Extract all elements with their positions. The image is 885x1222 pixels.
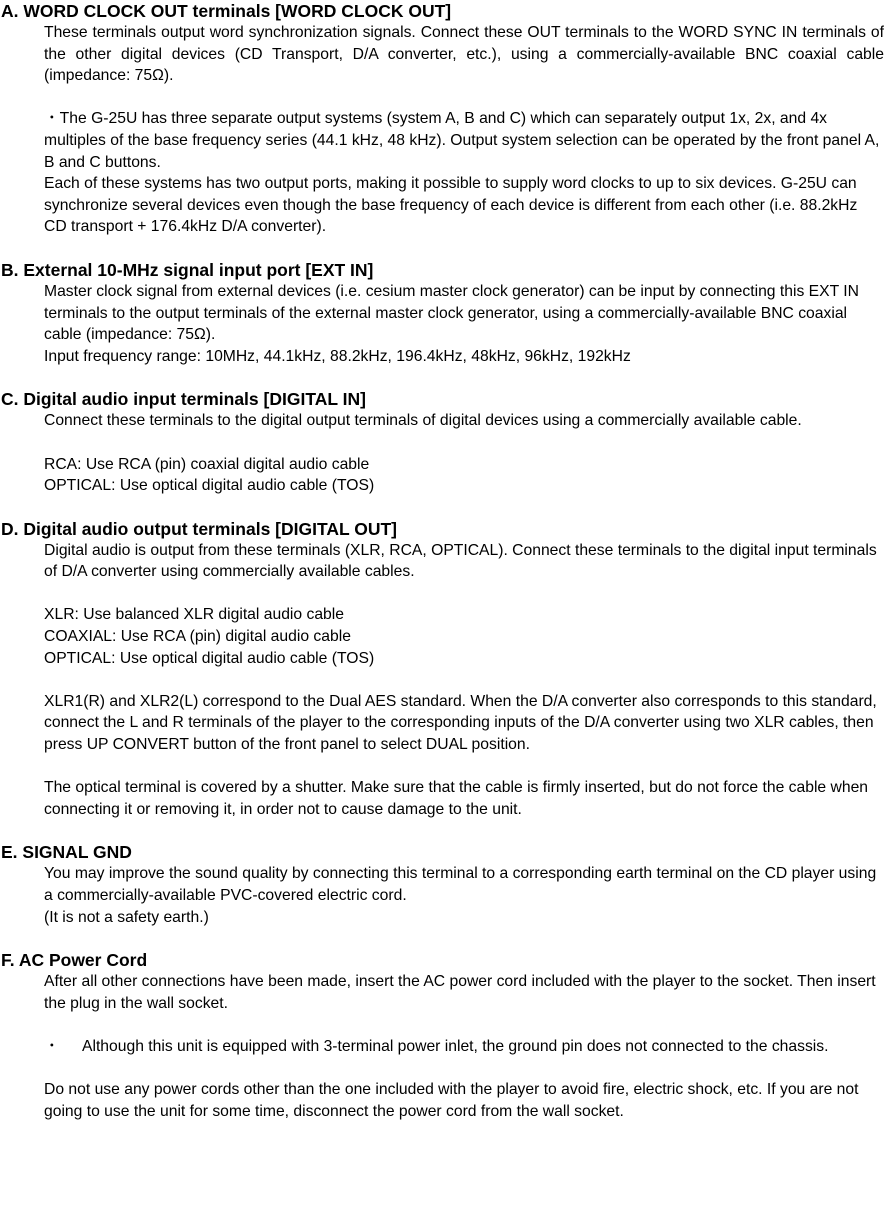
section-a-output-systems: ・The G-25U has three separate output systems (system A, B and C) which can separately output 1x, 2x, and 4x multiples of the base frequency series (44.1 kHz, 48 kHz). Output system selection can be operated by the front panel A, B and C buttons. — [44, 110, 880, 171]
section-d-optical: OPTICAL: Use optical digital audio cable (TOS) — [44, 649, 375, 667]
section-word-clock-out — [0, 0, 885, 238]
section-b-heading: B. External 10-MHz signal input port [EXT IN] — [1, 259, 374, 280]
section-c-intro: Connect these terminals to the digital output terminals of digital devices using a commercially available cable. — [44, 412, 802, 430]
section-c-optical: OPTICAL: Use optical digital audio cable (TOS) — [44, 477, 375, 495]
bullet-mark: ・ — [44, 1037, 60, 1055]
section-a-output-ports: Each of these systems has two output ports, making it possible to supply word clocks to up to six devices. G-25U can synchronize several devices even though the base frequency of each device is different from each other (i.e. 88.2kHz CD transport + 176.4kHz D/A converter). — [44, 175, 858, 236]
section-d-dual-aes: XLR1(R) and XLR2(L) correspond to the Dual AES standard. When the D/A converter also corresponds to this standard, connect the L and R terminals of the player to the corresponding inputs of the D/A converter using two XLR cables, then press UP CONVERT button of the front panel to select DUAL position. — [44, 692, 877, 754]
section-f-intro: After all other connections have been made, insert the AC power cord included with the player to the socket. Then insert the plug in the wall socket. — [44, 973, 876, 1012]
section-f-heading: F. AC Power Cord — [1, 950, 148, 971]
section-e-safety-note: (It is not a safety earth.) — [44, 908, 209, 926]
section-f-ground-note: Although this unit is equipped with 3-terminal power inlet, the ground pin does not connected to the chassis. — [82, 1037, 829, 1055]
section-f-ground-bullet — [44, 1036, 885, 1058]
section-signal-gnd — [0, 841, 885, 928]
section-ext-in — [0, 259, 885, 367]
section-b-frequency-range: Input frequency range: 10MHz, 44.1kHz, 88.2kHz, 196.4kHz, 48kHz, 96kHz, 192kHz — [44, 347, 631, 365]
section-d-shutter-note: The optical terminal is covered by a shutter. Make sure that the cable is firmly inserted, but do not force the cable when connecting it or removing it, in order not to cause damage to the unit. — [44, 779, 869, 818]
section-c-rca: RCA: Use RCA (pin) coaxial digital audio cable — [44, 455, 370, 473]
section-a-intro: These terminals output word synchronization signals. Connect these OUT terminals to the WORD SYNC IN terminals of the other digital devices (CD Transport, D/A converter, etc.), using a commercially-available BNC coaxial cable (impedance: 75Ω). — [44, 24, 884, 85]
section-ac-power-cord — [0, 949, 885, 1122]
section-d-heading: D. Digital audio output terminals [DIGITAL OUT] — [1, 518, 398, 539]
section-digital-in — [0, 388, 885, 496]
section-d-intro: Digital audio is output from these terminals (XLR, RCA, OPTICAL). Connect these terminals to the digital input terminals of D/A converter using commercially available cables. — [44, 541, 877, 581]
section-b-intro: Master clock signal from external devices (i.e. cesium master clock generator) can be input by connecting this EXT IN terminals to the output terminals of the external master clock generator, using a commercially-available BNC coaxial cable (impedance: 75Ω). — [44, 282, 859, 344]
section-a-heading: A. WORD CLOCK OUT terminals [WORD CLOCK OUT] — [1, 1, 452, 21]
section-digital-out — [0, 518, 885, 821]
section-c-heading: C. Digital audio input terminals [DIGITAL IN] — [1, 389, 366, 410]
section-d-xlr: XLR: Use balanced XLR digital audio cable — [44, 606, 344, 624]
section-d-coaxial: COAXIAL: Use RCA (pin) digital audio cable — [44, 628, 351, 646]
section-e-intro: You may improve the sound quality by connecting this terminal to a corresponding earth terminal on the CD player using a commercially-available PVC-covered electric cord. — [44, 865, 877, 904]
section-f-power-warning: Do not use any power cords other than the one included with the player to avoid fire, electric shock, etc. If you are not going to use the unit for some time, disconnect the power cord from the wall socket. — [44, 1081, 859, 1120]
section-e-heading: E. SIGNAL GND — [1, 842, 132, 863]
